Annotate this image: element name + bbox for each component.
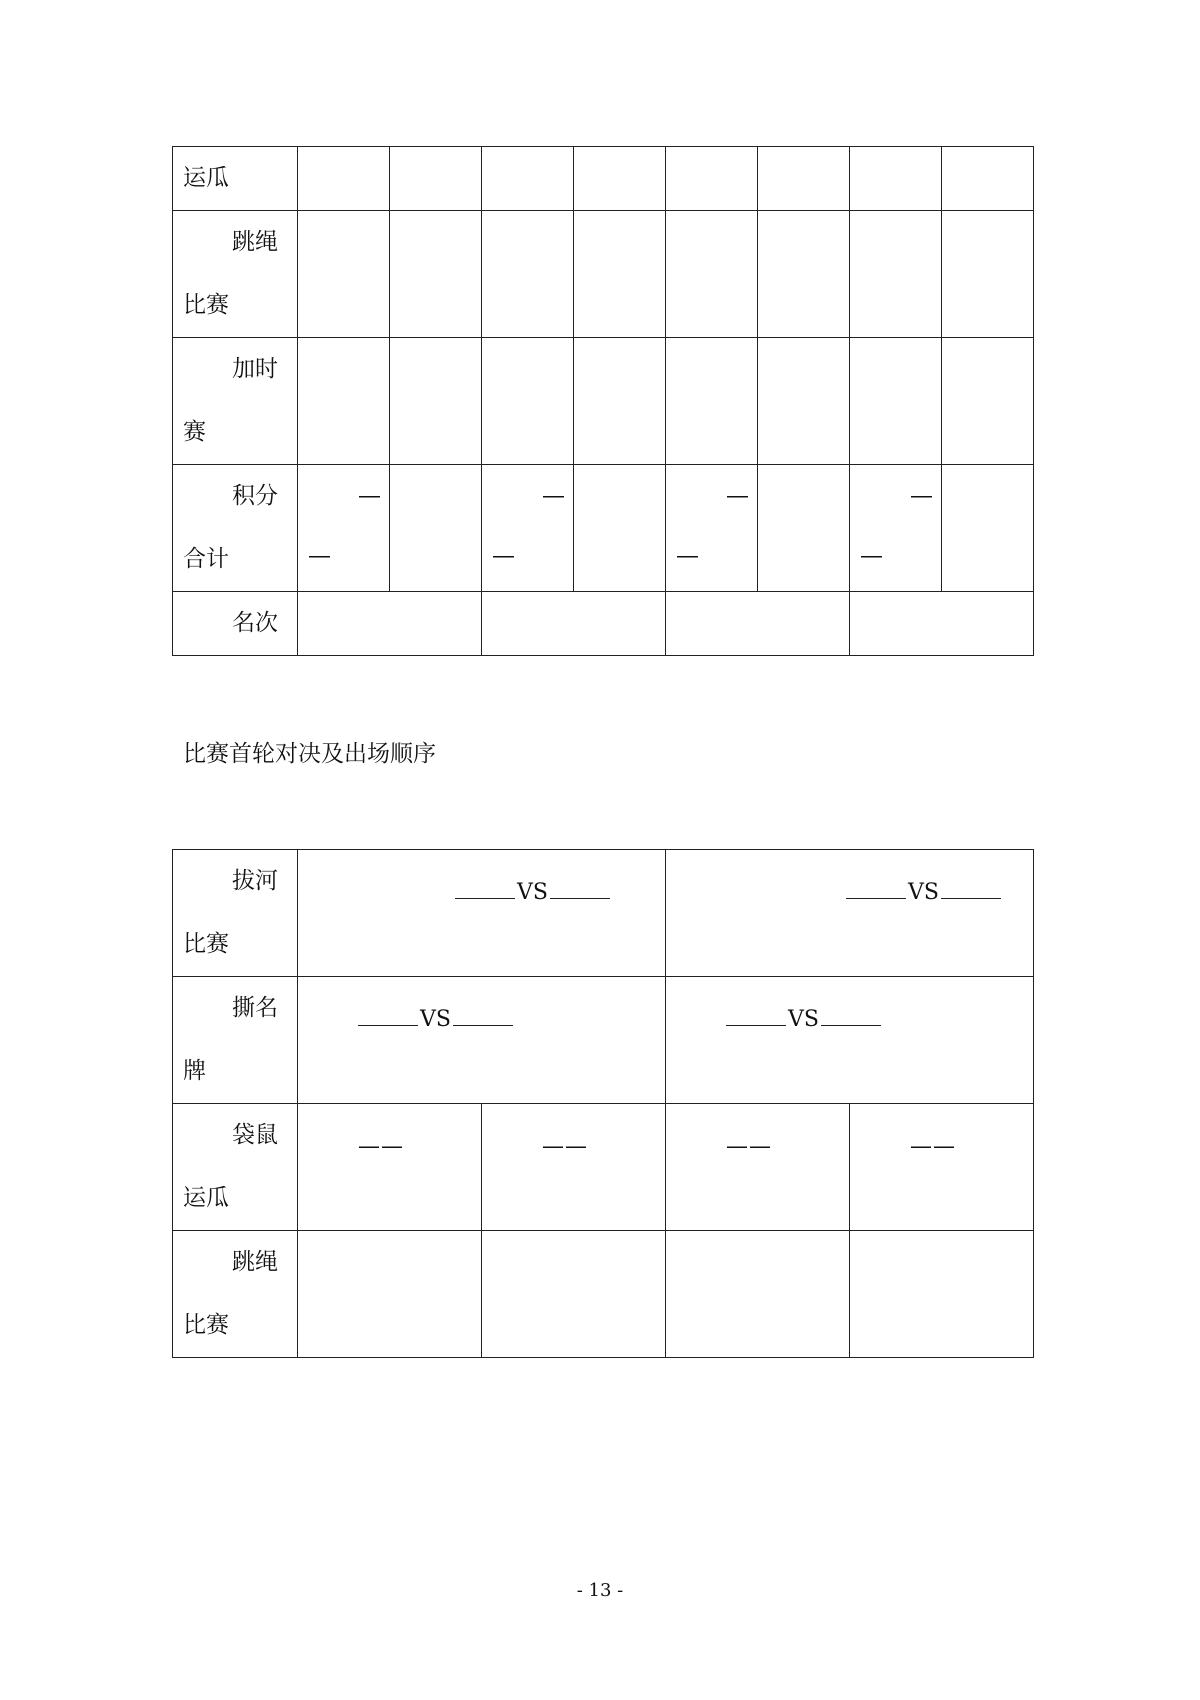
total-cell: — —	[666, 465, 758, 592]
score-cell	[666, 211, 758, 338]
total-cell: — —	[298, 465, 390, 592]
match-cell	[850, 1231, 1034, 1358]
score-cell	[758, 211, 850, 338]
row-label: 跳绳 比赛	[173, 1231, 298, 1358]
rank-cell	[850, 592, 1034, 656]
score-cell	[942, 465, 1034, 592]
section-heading: 比赛首轮对决及出场顺序	[183, 741, 436, 767]
score-cell	[942, 211, 1034, 338]
score-cell	[942, 338, 1034, 465]
score-cell	[298, 211, 390, 338]
match-cell: ——	[298, 1104, 482, 1231]
score-cell	[390, 211, 482, 338]
score-cell	[390, 338, 482, 465]
score-cell	[298, 338, 390, 465]
score-cell	[850, 338, 942, 465]
match-cell: VS	[666, 850, 1034, 977]
match-cell	[666, 1231, 850, 1358]
score-cell	[574, 465, 666, 592]
match-cell	[482, 1231, 666, 1358]
row-label: 加时 赛	[173, 338, 298, 465]
match-row-daishu	[173, 1104, 1034, 1231]
rank-cell	[666, 592, 850, 656]
score-cell	[482, 147, 574, 211]
score-cell	[850, 211, 942, 338]
row-label: 运瓜	[173, 147, 298, 211]
row-label: 积分 合计	[173, 465, 298, 592]
match-row-bahe	[173, 850, 1034, 977]
score-cell	[482, 211, 574, 338]
match-cell: VS	[298, 977, 666, 1104]
score-cell	[850, 147, 942, 211]
score-cell	[390, 147, 482, 211]
score-cell	[574, 338, 666, 465]
score-cell	[390, 465, 482, 592]
match-cell: VS	[666, 977, 1034, 1104]
rank-cell	[298, 592, 482, 656]
row-label: 名次	[173, 592, 298, 656]
match-row-tiaosheng	[173, 1231, 1034, 1358]
row-label: 袋鼠 运瓜	[173, 1104, 298, 1231]
score-row-yungua	[173, 147, 1034, 211]
row-label: 拔河 比赛	[173, 850, 298, 977]
match-cell: ——	[850, 1104, 1034, 1231]
score-cell	[574, 147, 666, 211]
score-cell	[942, 147, 1034, 211]
score-row-tiaosheng	[173, 211, 1034, 338]
score-cell	[758, 338, 850, 465]
score-cell	[758, 465, 850, 592]
score-cell	[758, 147, 850, 211]
match-cell	[298, 1231, 482, 1358]
score-row-jiashi	[173, 338, 1034, 465]
match-table	[172, 849, 1034, 1358]
score-cell	[574, 211, 666, 338]
score-cell	[298, 147, 390, 211]
match-row-simingpai	[173, 977, 1034, 1104]
match-cell: VS	[298, 850, 666, 977]
total-cell: — —	[850, 465, 942, 592]
page-number: - 13 -	[576, 1580, 624, 1601]
match-cell: ——	[666, 1104, 850, 1231]
score-row-total	[173, 465, 1034, 592]
match-cell: ——	[482, 1104, 666, 1231]
row-label: 撕名 牌	[173, 977, 298, 1104]
score-cell	[666, 338, 758, 465]
score-cell	[666, 147, 758, 211]
score-table	[172, 146, 1034, 656]
row-label: 跳绳 比赛	[173, 211, 298, 338]
score-cell	[482, 338, 574, 465]
score-row-rank	[173, 592, 1034, 656]
rank-cell	[482, 592, 666, 656]
total-cell: — —	[482, 465, 574, 592]
